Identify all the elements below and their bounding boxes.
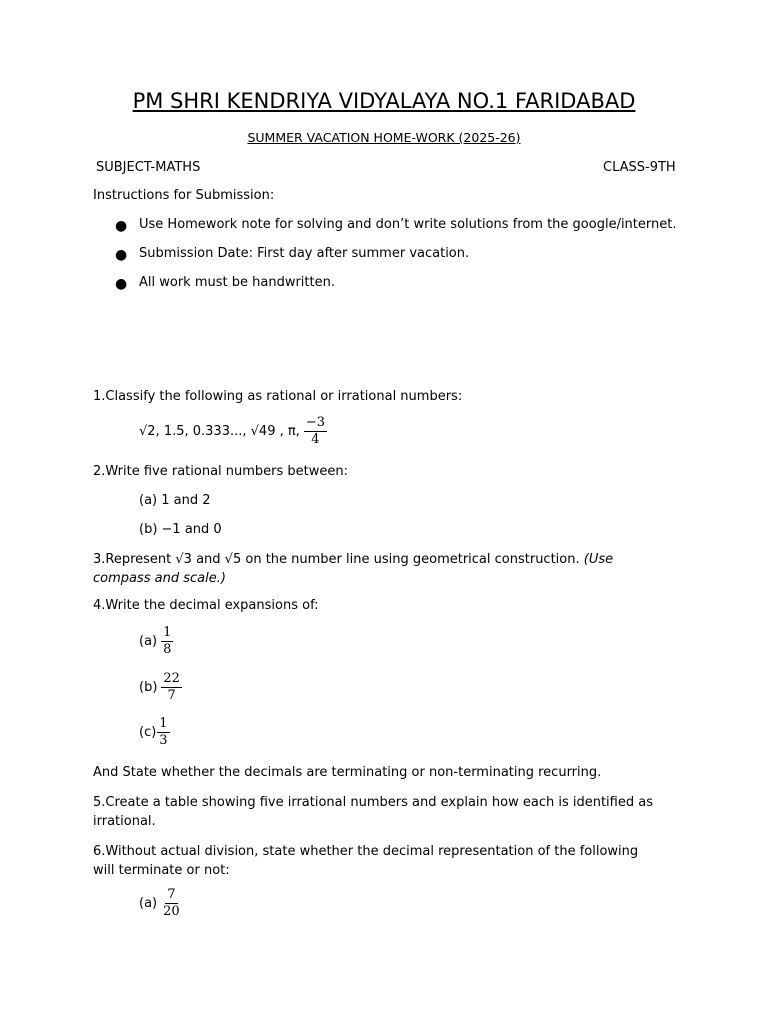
fraction-denominator: 3 bbox=[159, 732, 168, 748]
question-3 bbox=[93, 550, 663, 588]
bullet-icon: ● bbox=[115, 276, 128, 292]
instructions-heading: Instructions for Submission: bbox=[93, 188, 275, 203]
fraction-numerator: 1 bbox=[163, 625, 172, 640]
fraction-twenty-two-sevenths bbox=[161, 672, 182, 702]
instruction-item: All work must be handwritten. bbox=[139, 275, 335, 290]
question-1-numbers bbox=[139, 416, 327, 446]
question-4-part-a bbox=[139, 626, 173, 656]
question-4-part-c bbox=[139, 717, 170, 747]
bullet-icon: ● bbox=[115, 247, 128, 263]
class-label: CLASS-9TH bbox=[603, 160, 676, 175]
fraction-denominator: 20 bbox=[163, 903, 180, 919]
instruction-item: Use Homework note for solving and don’t write solutions from the google/internet. bbox=[139, 217, 677, 232]
question-1-text: 1.Classify the following as rational or irrational numbers: bbox=[93, 389, 463, 404]
fraction-denominator: 8 bbox=[163, 641, 172, 657]
part-label: (a) bbox=[139, 633, 158, 649]
question-6-text: 6.Without actual division, state whether the decimal representation of the following will terminate or not: bbox=[93, 844, 639, 878]
bullet-icon: ● bbox=[115, 218, 128, 234]
question-4-followup: And State whether the decimals are terminating or non-terminating recurring. bbox=[93, 765, 602, 780]
question-2-part-a: (a) 1 and 2 bbox=[139, 493, 211, 508]
fraction-seven-twentieths bbox=[161, 888, 182, 918]
question-2-text: 2.Write five rational numbers between: bbox=[93, 464, 349, 479]
homework-title: SUMMER VACATION HOME-WORK (2025-26) bbox=[247, 130, 521, 145]
question-4-part-b bbox=[139, 672, 182, 702]
part-label: (c) bbox=[139, 724, 157, 740]
part-label: (a) bbox=[139, 895, 158, 911]
question-4-text: 4.Write the decimal expansions of: bbox=[93, 598, 319, 613]
fraction-denominator: 4 bbox=[311, 431, 320, 447]
question-3-text: 3.Represent √3 and √5 on the number line using geometrical construction. bbox=[93, 552, 584, 567]
fraction-one-eighth bbox=[161, 626, 173, 656]
fraction-numerator: 7 bbox=[167, 887, 176, 902]
question-2-part-b: (b) −1 and 0 bbox=[139, 522, 222, 537]
subject-label: SUBJECT-MATHS bbox=[96, 160, 201, 175]
fraction-neg-three-fourths bbox=[304, 416, 327, 446]
fraction-numerator: 1 bbox=[159, 716, 168, 731]
part-label: (b) bbox=[139, 679, 158, 695]
question-3-note: (Use compass and scale.) bbox=[93, 552, 614, 586]
instruction-item: Submission Date: First day after summer vacation. bbox=[139, 246, 470, 261]
question-5-text: 5.Create a table showing five irrational numbers and explain how each is identified as irrational. bbox=[93, 795, 653, 829]
fraction-one-third bbox=[157, 717, 169, 747]
fraction-numerator: −3 bbox=[305, 415, 325, 430]
fraction-numerator: 22 bbox=[163, 671, 180, 686]
question-6-part-a bbox=[139, 888, 182, 918]
number-list: √2, 1.5, 0.333..., √49 , π, bbox=[139, 423, 300, 439]
fraction-denominator: 7 bbox=[167, 687, 176, 703]
school-title: PM SHRI KENDRIYA VIDYALAYA NO.1 FARIDABAD bbox=[132, 89, 636, 113]
